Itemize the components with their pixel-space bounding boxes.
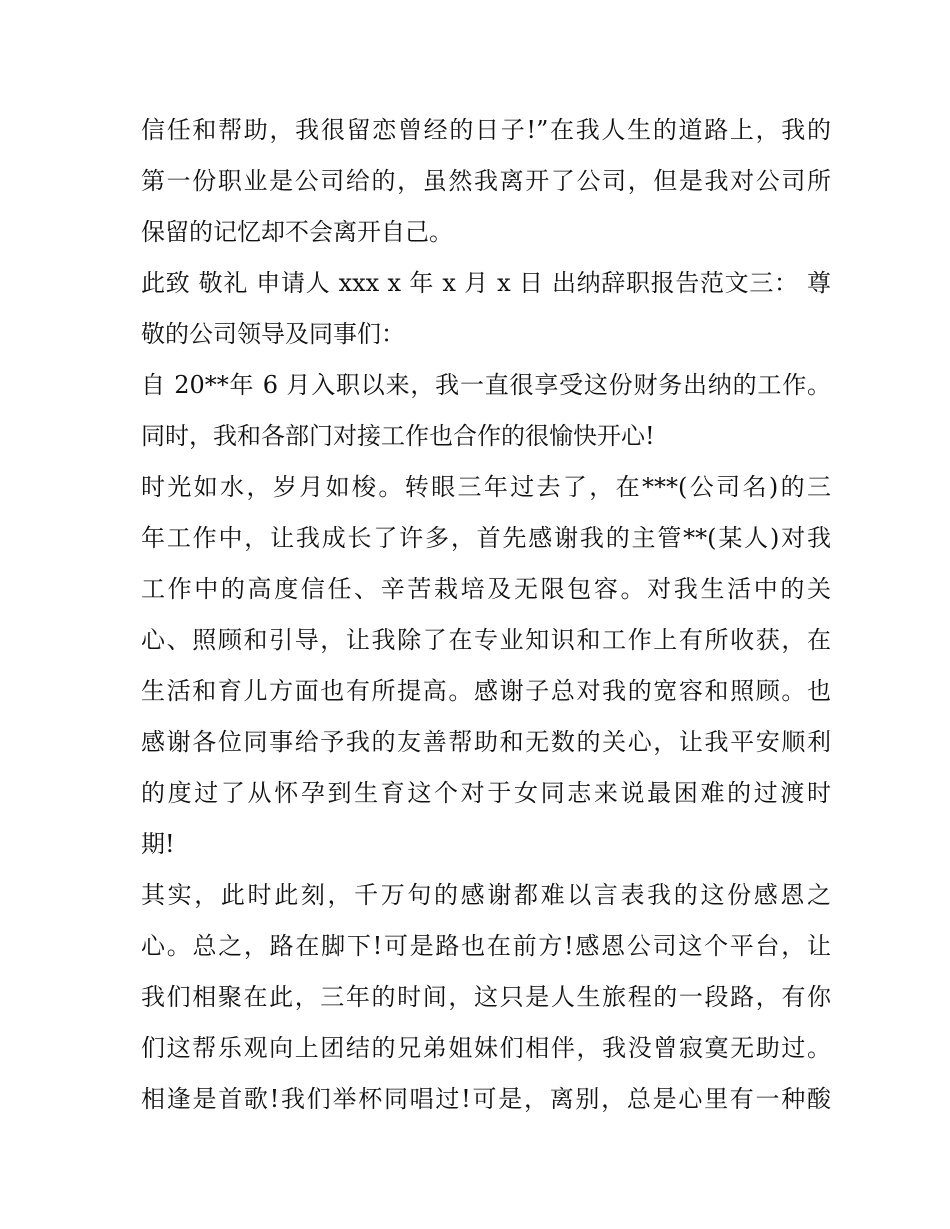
text-line: 期! — [141, 830, 175, 858]
text-line: 心。总之，路在脚下!可是路也在前方!感恩公司这个平台，让 — [141, 932, 831, 960]
text-line: 的度过了从怀孕到生育这个对于女同志来说最困难的过渡时 — [141, 779, 831, 807]
text-line: 此致 敬礼 申请人 xxx x 年 x 月 x 日 出纳辞职报告范文三： 尊 — [141, 269, 831, 297]
text-line: 相逢是首歌!我们举杯同唱过!可是，离别，总是心里有一种酸 — [141, 1085, 831, 1113]
text-line: 敬的公司领导及同事们： — [141, 320, 405, 348]
text-line: 保留的记忆却不会离开自己。 — [141, 218, 453, 246]
text-line: 们这帮乐观向上团结的兄弟姐妹们相伴，我没曾寂寞无助过。 — [141, 1034, 831, 1062]
text-line: 心、照顾和引导，让我除了在专业知识和工作上有所收获，在 — [141, 626, 831, 654]
text-line: 工作中的高度信任、辛苦栽培及无限包容。对我生活中的关 — [141, 575, 831, 603]
text-line: 感谢各位同事给予我的友善帮助和无数的关心，让我平安顺利 — [141, 728, 831, 756]
text-line: 信任和帮助，我很留恋曾经的日子!”在我人生的道路上，我的 — [141, 116, 831, 144]
text-line: 生活和育儿方面也有所提高。感谢子总对我的宽容和照顾。也 — [141, 677, 831, 705]
text-line: 第一份职业是公司给的，虽然我离开了公司，但是我对公司所 — [141, 167, 831, 195]
text-line: 时光如水，岁月如梭。转眼三年过去了，在***(公司名)的三 — [141, 473, 831, 501]
text-line: 年工作中，让我成长了许多，首先感谢我的主管**(某人)对我 — [141, 524, 831, 552]
text-line: 自 20**年 6 月入职以来，我一直很享受这份财务出纳的工作。 — [141, 371, 831, 399]
body-text — [141, 105, 831, 1125]
text-line: 我们相聚在此，三年的时间，这只是人生旅程的一段路，有你 — [141, 983, 831, 1011]
text-line: 其实，此时此刻，千万句的感谢都难以言表我的这份感恩之 — [141, 881, 831, 909]
text-line: 同时，我和各部门对接工作也合作的很愉快开心! — [141, 422, 655, 450]
